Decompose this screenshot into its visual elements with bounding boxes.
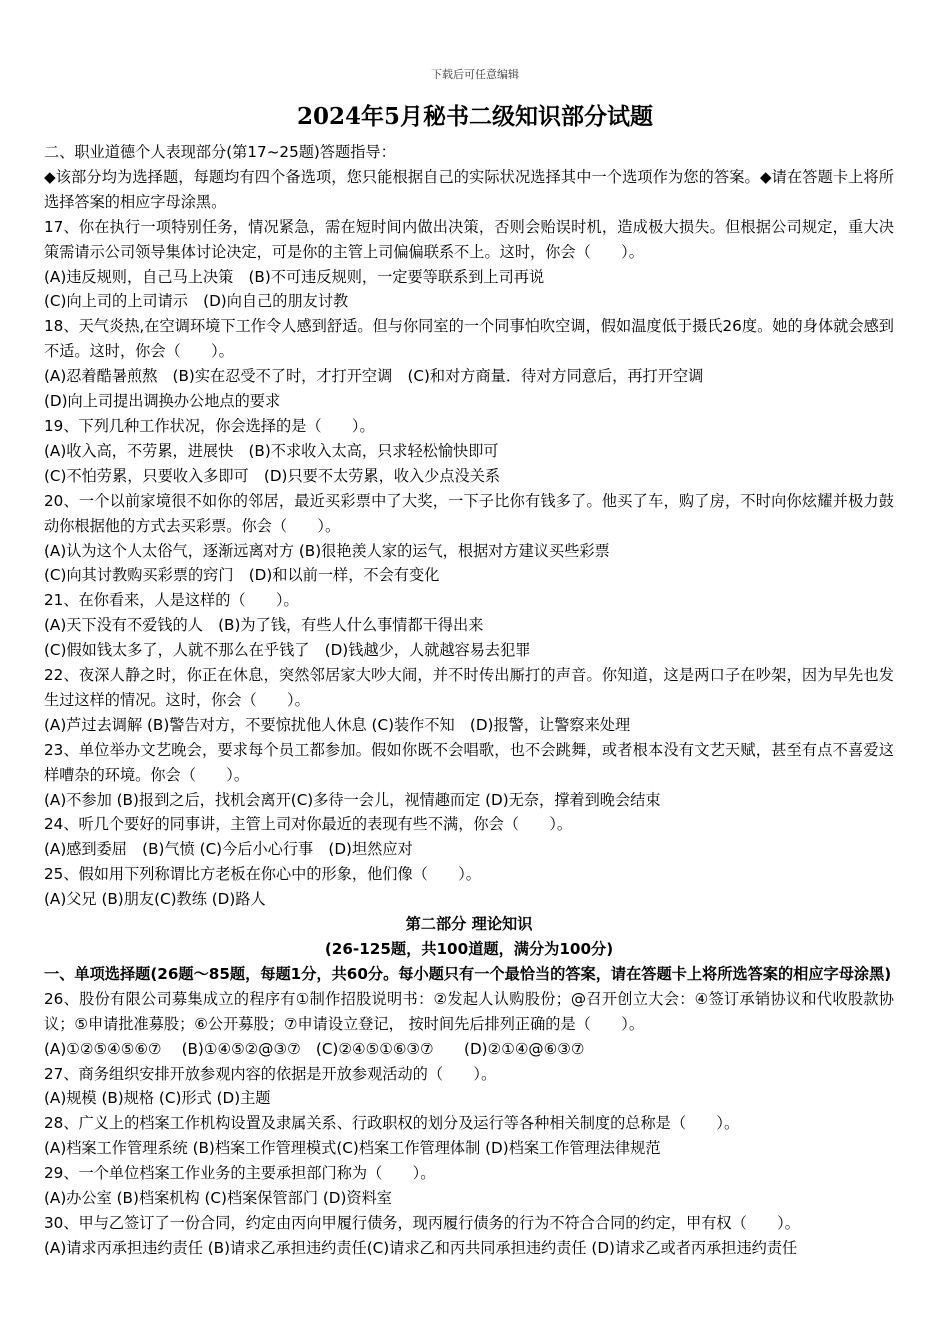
paragraph: (C)假如钱太多了，人就不那么在乎钱了 (D)钱越少，人就越容易去犯罪 bbox=[44, 641, 531, 660]
document-title: 2024年5月秘书二级知识部分试题 bbox=[296, 103, 654, 130]
paragraph: (A)收入高，不劳累，进展快 (B)不求收入太高，只求轻松愉快即可 bbox=[44, 441, 499, 460]
paragraph: (26-125题，共100道题，满分为100分) bbox=[324, 940, 614, 958]
paragraph: (A)芦过去调解 (B)警告对方，不要惊扰他人休息 (C)装作不知 (D)报警，让警察来处理 bbox=[44, 715, 631, 734]
paragraph: 17、你在执行一项特别任务，情况紧急，需在短时间内做出决策，否则会贻误时机，造成极大损失。但根据公司规定，重大决策需请示公司领导集体讨论决定，可是你的主管上司偏偏联系不上。这时，你会（ ）。 bbox=[44, 217, 894, 261]
paragraph: (A)不参加 (B)报到之后，找机会离开(C)多待一会儿，视情趣而定 (D)无奈，撑着到晚会结束 bbox=[44, 790, 661, 809]
paragraph: (C)向上司的上司请示 (D)向自己的朋友讨教 bbox=[44, 292, 349, 311]
paragraph: (A)档案工作管理系统 (B)档案工作管理模式(C)档案工作管理体制 (D)档案工作管理法律规范 bbox=[44, 1139, 661, 1158]
paragraph: 第二部分 理论知识 bbox=[405, 915, 533, 934]
paragraph: (C)向其讨教购买彩票的窍门 (D)和以前一样，不会有变化 bbox=[44, 566, 440, 585]
paragraph: 23、单位举办文艺晚会，要求每个员工都参加。假如你既不会唱歌，也不会跳舞，或者根本没有文艺天赋，甚至有点不喜爱这样嘈杂的环境。你会（ ）。 bbox=[44, 740, 894, 784]
paragraph: 29、一个单位档案工作业务的主要承担部门称为（ ）。 bbox=[44, 1164, 436, 1183]
paragraph: (A)父兄 (B)朋友(C)教练 (D)路人 bbox=[44, 890, 266, 909]
paragraph: 19、下列几种工作状况，你会选择的是（ ）。 bbox=[44, 416, 375, 435]
paragraph: (A)感到委屈 (B)气愤 (C)今后小心行事 (D)坦然应对 bbox=[44, 840, 413, 859]
paragraph: (A)忍着酷暑煎熬 (B)实在忍受不了时，才打开空调 (C)和对方商量．待对方同意后，再打开空调 bbox=[44, 367, 704, 386]
paragraph: (A)天下没有不爱钱的人 (B)为了钱，有些人什么事情都干得出来 bbox=[44, 616, 484, 635]
paragraph: 一、单项选择题(26题～85题，每题1分，共60分。每小题只有一个最恰当的答案，请在答题卡上将所选答案的相应字母涂黑) bbox=[44, 964, 892, 983]
paragraph: 二、职业道德个人表现部分(第17~25题)答题指导： bbox=[44, 143, 396, 161]
paragraph: (A)认为这个人太俗气，逐渐远离对方 (B)很艳羡人家的运气，根据对方建议买些彩票 bbox=[44, 541, 610, 560]
paragraph: (A)办公室 (B)档案机构 (C)档案保管部门 (D)资料室 bbox=[44, 1189, 392, 1208]
paragraph: 21、在你看来，人是这样的（ ）。 bbox=[44, 591, 299, 610]
paragraph: (C)不怕劳累，只要收入多即可 (D)只要不太劳累，收入少点没关系 bbox=[44, 466, 501, 485]
page-header: 下载后可任意编辑 bbox=[431, 68, 519, 81]
paragraph: 25、假如用下列称谓比方老板在你心中的形象，他们像（ ）。 bbox=[44, 865, 481, 884]
paragraph: 26、股份有限公司募集成立的程序有①制作招股说明书：②发起人认购股份；@召开创立大会：④签订承销协议和代收股款协议；⑤申请批准募股；⑥公开募股；⑦申请设立登记， 按时间先后排列正确的是（ ）。 bbox=[44, 989, 894, 1033]
paragraph: 30、甲与乙签订了一份合同，约定由丙向甲履行债务，现丙履行债务的行为不符合合同的约定，甲有权（ ）。 bbox=[44, 1213, 800, 1232]
paragraph: (A)请求丙承担违约责任 (B)请求乙承担违约责任(C)请求乙和丙共同承担违约责任 (D)请求乙或者丙承担违约责任 bbox=[44, 1238, 798, 1257]
paragraph: 22、夜深人静之时，你正在休息，突然邻居家大吵大闹，并不时传出厮打的声音。你知道，这是两口子在吵架，因为早先也发生过这样的情况。这时，你会（ ）。 bbox=[44, 666, 894, 709]
paragraph: (A)违反规则，自己马上决策 (B)不可违反规则，一定要等联系到上司再说 bbox=[44, 267, 545, 286]
paragraph: (A)规模 (B)规格 (C)形式 (D)主题 bbox=[44, 1089, 271, 1108]
paragraph: 20、一个以前家境很不如你的邻居，最近买彩票中了大奖，一下子比你有钱多了。他买了车，购了房，不时向你炫耀并极力鼓动你根据他的方式去买彩票。你会（ ）。 bbox=[44, 491, 894, 535]
paragraph: ◆该部分均为选择题，每题均有四个备选项，您只能根据自己的实际状况选择其中一个选项作为您的答案。◆请在答题卡上将所选择答案的相应字母涂黑。 bbox=[44, 167, 894, 211]
paragraph: 28、广义上的档案工作机构设置及隶属关系、行政职权的划分及运行等各种相关制度的总称是（ ）。 bbox=[44, 1114, 740, 1133]
document-body bbox=[44, 140, 894, 1261]
paragraph: (D)向上司提出调换办公地点的要求 bbox=[44, 392, 281, 411]
paragraph: (A)①②⑤④⑤⑥⑦ (B)①④⑤②@③⑦ (C)②④⑤①⑥③⑦ (D)②①④@⑥③⑦ bbox=[44, 1039, 585, 1058]
paragraph: 18、天气炎热,在空调环境下工作令人感到舒适。但与你同室的一个同事怕吹空调，假如温度低于摄氏26度。她的身体就会感到不适。这时，你会（ ）。 bbox=[44, 317, 894, 361]
paragraph: 27、商务组织安排开放参观内容的依据是开放参观活动的（ ）。 bbox=[44, 1064, 497, 1083]
paragraph: 24、听几个要好的同事讲，主管上司对你最近的表现有些不满，你会（ ）。 bbox=[44, 815, 573, 834]
